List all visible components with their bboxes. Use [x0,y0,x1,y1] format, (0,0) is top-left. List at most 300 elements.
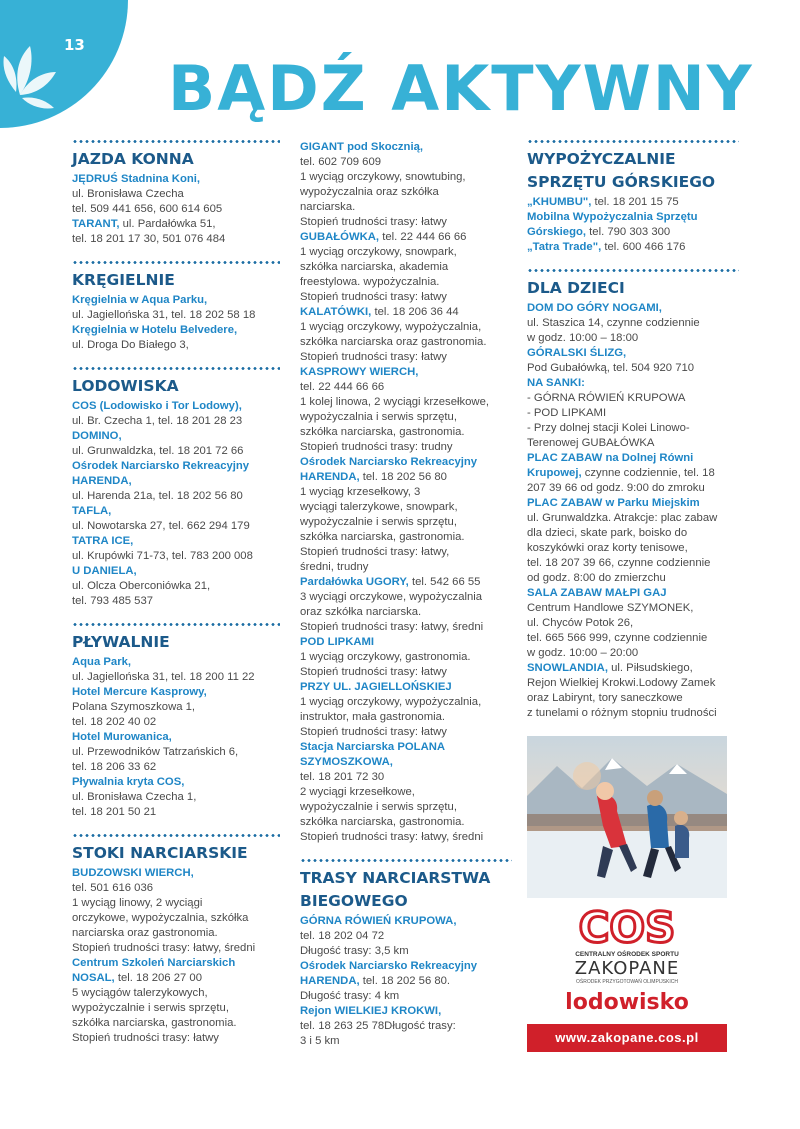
detail-text: tel. 501 616 036 [72,882,154,894]
website-link[interactable]: www.zakopane.cos.pl [527,1024,727,1052]
list-line [72,730,280,745]
detail-text: ul. Przewodników Tatrzańskich 6, [72,746,239,758]
list-line [72,187,280,202]
detail-text: oraz Labirynt, tory saneczkowe [527,692,683,704]
list-line [300,170,512,185]
detail-text: tel. 18 202 56 80. [359,975,451,987]
cos-logo-letters: COS [578,903,676,952]
detail-text: Stopień trudności trasy: łatwy, [300,546,450,558]
section [72,140,280,247]
list-line [72,1001,280,1016]
venue-name: Stacja Narciarska POLANA [300,741,446,753]
list-line [300,665,512,680]
detail-text: 3 wyciągi orczykowe, wypożyczalnia [300,591,483,603]
list-line [72,715,280,730]
column-1 [72,140,280,1060]
detail-text: ul. Staszica 14, czynne codziennie [527,317,700,329]
detail-text: Centrum Handlowe SZYMONEK, [527,602,694,614]
venue-name: GUBAŁÓWKA, [300,231,380,243]
page-number: 13 [64,36,85,54]
venue-name: U DANIELA, [72,565,137,577]
list-line [527,496,739,511]
list-line [72,399,280,414]
dotted-divider [72,834,280,837]
venue-name: NOSAL, [72,972,115,984]
list-line [300,530,512,545]
list-line [72,444,280,459]
list-line [527,240,739,255]
list-line [300,380,512,395]
list-line [72,504,280,519]
list-line [72,414,280,429]
venue-name: Górskiego, [527,226,587,238]
section-heading: STOKI NARCIARSKIE [72,844,248,862]
detail-text: ul. Olcza Oberconiówka 21, [72,580,211,592]
list-line [300,680,512,695]
dotted-divider [527,269,739,272]
list-line [72,534,280,549]
list-line [300,395,512,410]
venue-name: Aqua Park, [72,656,132,668]
section [300,140,512,845]
section-heading: JAZDA KONNA [72,150,194,168]
list-line [527,511,739,526]
list-line [527,601,739,616]
list-line [300,470,512,485]
list-line [72,911,280,926]
detail-text: tel. 18 201 15 75 [591,196,679,208]
detail-text: czynne codziennie, tel. 18 [581,467,715,479]
list-line [300,590,512,605]
detail-text: 1 wyciąg orczykowy, wypożyczalnia, [300,321,482,333]
detail-text: w godz. 10:00 – 20:00 [527,647,639,659]
detail-text: 1 wyciąg orczykowy, snowpark, [300,246,457,258]
list-line [300,710,512,725]
detail-text: - Przy dolnej stacji Kolei Linowo- [527,422,690,434]
detail-text: dla dzieci, skate park, boisko do [527,527,688,539]
detail-text: ul. Chyców Potok 26, [527,617,634,629]
section [72,834,280,1046]
detail-text: orczykowe, wypożyczalnia, szkółka [72,912,249,924]
list-line [300,260,512,275]
list-line [72,172,280,187]
venue-name: Mobilna Wypożyczalnia Sprzętu [527,211,698,223]
detail-text: instruktor, mała gastronomia. [300,711,446,723]
detail-text: 3 i 5 km [300,1035,340,1047]
detail-text: Stopień trudności trasy: łatwy [72,1032,219,1044]
detail-text: ul. Krupówki 71-73, tel. 783 200 008 [72,550,253,562]
list-line [300,755,512,770]
list-line [72,202,280,217]
list-line [300,410,512,425]
detail-text: Polana Szymoszkowa 1, [72,701,196,713]
detail-text: tel. 18 207 39 66, czynne codziennie [527,557,711,569]
venue-name: Krupowej, [527,467,582,479]
venue-name: Pływalnia kryta COS, [72,776,185,788]
detail-text: ul. Grunwaldzka, tel. 18 201 72 66 [72,445,244,457]
venue-name: SALA ZABAW MAŁPI GAJ [527,587,667,599]
list-line [72,926,280,941]
section-heading: WYPOŻYCZALNIE [527,150,676,168]
section [72,261,280,353]
list-line [72,323,280,338]
venue-name: HARENDA, [300,975,360,987]
list-line [300,974,512,989]
section [527,140,739,255]
dotted-divider [72,261,280,264]
list-line [300,245,512,260]
list-line [72,217,280,232]
detail-text: ul. Harenda 21a, tel. 18 202 56 80 [72,490,243,502]
detail-text: freestylowa. wypożyczalnia. [300,276,440,288]
list-line [300,1019,512,1034]
venue-name: DOM DO GÓRY NOGAMI, [527,302,662,314]
venue-name: COS (Lodowisko i Tor Lodowy), [72,400,242,412]
detail-text: tel. 18 202 56 80 [359,471,447,483]
list-line [72,866,280,881]
venue-name: GÓRALSKI ŚLIZG, [527,347,627,359]
detail-text: wypożyczalnia i serwis sprzętu, [300,411,457,423]
lodowisko-label: lodowisko [565,990,689,1015]
detail-text: od godz. 8:00 do zmierzchu [527,572,666,584]
list-line [527,421,739,436]
list-line [527,706,739,721]
list-line [300,515,512,530]
list-line [300,815,512,830]
section-heading: TRASY NARCIARSTWA [300,869,491,887]
venue-name: PLAC ZABAW w Parku Miejskim [527,497,700,509]
detail-text: - GÓRNA RÓWIEŃ KRUPOWA [527,392,686,404]
detail-text: Długość trasy: 3,5 km [300,945,409,957]
venue-name: GÓRNA RÓWIEŃ KRUPOWA, [300,915,457,927]
venue-name: TATRA ICE, [72,535,134,547]
column-3 [527,140,739,735]
detail-text: tel. 602 709 609 [300,156,382,168]
list-line [300,1034,512,1049]
list-line [300,200,512,215]
list-line [72,338,280,353]
list-line [72,564,280,579]
detail-text: Terenowej GUBAŁÓWKA [527,437,655,449]
list-line [300,725,512,740]
detail-text: Rejon Wielkiej Krokwi.Lodowy Zamek [527,677,716,689]
list-line [300,155,512,170]
list-line [72,790,280,805]
venue-name: Ośrodek Narciarsko Rekreacyjny [300,960,478,972]
detail-text: tel. 18 206 36 44 [371,306,459,318]
section [72,623,280,820]
list-line [300,785,512,800]
venue-name: BUDZOWSKI WIERCH, [72,867,194,879]
venue-name: TARANT, [72,218,120,230]
list-line [527,346,739,361]
section-heading: SPRZĘTU GÓRSKIEGO [527,173,716,191]
detail-text: tel. 665 566 999, czynne codziennie [527,632,708,644]
list-line [72,670,280,685]
list-line [300,545,512,560]
detail-text: oraz szkółka narciarska. [300,606,422,618]
dotted-divider [527,140,739,143]
list-line [300,575,512,590]
list-line [72,1016,280,1031]
detail-text: szkółka narciarska, gastronomia. [300,426,465,438]
list-line [72,956,280,971]
dotted-divider [72,367,280,370]
list-line [72,745,280,760]
list-line [300,740,512,755]
venue-name: GIGANT pod Skocznią, [300,141,424,153]
detail-text: z tunelami o różnym stopniu trudności [527,707,717,719]
detail-text: 1 wyciąg krzesełkowy, 3 [300,486,421,498]
venue-name: TAFLA, [72,505,112,517]
detail-text: tel. 600 466 176 [601,241,686,253]
detail-text: ul. Piłsudskiego, [607,662,693,674]
list-line [300,290,512,305]
list-line [300,275,512,290]
list-line [527,361,739,376]
list-line [527,466,739,481]
list-line [300,929,512,944]
list-line [72,1031,280,1046]
venue-name: KALATÓWKI, [300,306,372,318]
list-line [300,230,512,245]
venue-name: Kręgielnia w Hotelu Belvedere, [72,324,238,336]
detail-text: średni, trudny [300,561,369,573]
detail-text: narciarska. [300,201,356,213]
detail-text: 2 wyciągi krzesełkowe, [300,786,415,798]
list-line [527,301,739,316]
detail-text: w godz. 10:00 – 18:00 [527,332,639,344]
detail-text: ul. Jagiellońska 31, tel. 18 200 11 22 [72,671,255,683]
list-line [72,489,280,504]
list-line [300,425,512,440]
detail-text: wypożyczalnia oraz szkółka [300,186,439,198]
detail-text: 5 wyciągów talerzykowych, [72,987,208,999]
dotted-divider [72,623,280,626]
list-line [72,760,280,775]
venue-name: PRZY UL. JAGIELLOŃSKIEJ [300,681,452,693]
detail-text: tel. 542 66 55 [408,576,481,588]
list-line [72,594,280,609]
list-line [72,549,280,564]
list-line [527,661,739,676]
list-line [300,455,512,470]
venue-name: Rejon WIELKIEJ KROKWI, [300,1005,442,1017]
detail-text: Stopień trudności trasy: łatwy, średni [300,621,484,633]
list-line [300,914,512,929]
list-line [72,474,280,489]
venue-name: Ośrodek Narciarsko Rekreacyjny [300,456,478,468]
detail-text: Pod Gubałówką, tel. 504 920 710 [527,362,695,374]
list-line [300,485,512,500]
list-line [300,350,512,365]
detail-text: tel. 18 201 50 21 [72,806,157,818]
detail-text: 1 wyciąg orczykowy, wypożyczalnia, [300,696,482,708]
list-line [300,215,512,230]
detail-text: tel. 18 263 25 78Długość trasy: [300,1020,456,1032]
venue-name: Ośrodek Narciarsko Rekreacyjny [72,460,250,472]
list-line [72,941,280,956]
detail-text: tel. 790 303 300 [586,226,671,238]
venue-name: „KHUMBU", [527,196,592,208]
list-line [72,685,280,700]
list-line [527,391,739,406]
detail-text: tel. 18 206 33 62 [72,761,157,773]
list-line [300,770,512,785]
detail-text: ul. Jagiellońska 31, tel. 18 202 58 18 [72,309,256,321]
section-heading: LODOWISKA [72,377,179,395]
list-line [527,376,739,391]
detail-text: Stopień trudności trasy: łatwy [300,666,447,678]
list-line [72,232,280,247]
section-heading: BIEGOWEGO [300,892,408,910]
list-line [300,620,512,635]
section-heading: KRĘGIELNIE [72,271,175,289]
venue-name: POD LIPKAMI [300,636,375,648]
cos-logo-line3: OŚRODEK PRZYGOTOWAŃ OLIMPIJSKICH [576,979,678,985]
list-line [300,830,512,845]
list-line [527,436,739,451]
list-line [527,316,739,331]
detail-text: ul. Bronisława Czecha 1, [72,791,197,803]
list-line [527,331,739,346]
venue-name: JĘDRUŚ Stadnina Koni, [72,173,201,185]
list-line [300,500,512,515]
list-line [72,700,280,715]
list-line [300,1004,512,1019]
detail-text: - POD LIPKAMI [527,407,607,419]
dotted-divider [300,859,512,862]
venue-name: NA SANKI: [527,377,585,389]
corner-leaf-decoration [0,0,128,128]
venue-name: Kręgielnia w Aqua Parku, [72,294,208,306]
list-line [300,800,512,815]
venue-name: Hotel Murowanica, [72,731,172,743]
cos-logo-line2: ZAKOPANE [574,958,680,979]
list-line [300,560,512,575]
venue-name: DOMINO, [72,430,122,442]
detail-text: tel. 18 201 72 30 [300,771,385,783]
list-line [527,541,739,556]
column-2 [300,140,512,1063]
list-line [527,691,739,706]
list-line [527,210,739,225]
list-line [72,896,280,911]
detail-text: wypożyczalnie i serwis sprzętu, [72,1002,229,1014]
list-line [72,429,280,444]
detail-text: koszykówki oraz korty tenisowe, [527,542,688,554]
list-line [300,320,512,335]
detail-text: ul. Br. Czecha 1, tel. 18 201 28 23 [72,415,243,427]
detail-text: Stopień trudności trasy: łatwy, średni [300,831,484,843]
list-line [527,225,739,240]
detail-text: 207 39 66 od godz. 9:00 do zmroku [527,482,705,494]
list-line [300,989,512,1004]
detail-text: tel. 22 444 66 66 [300,381,385,393]
detail-text: ul. Pardałówka 51, [119,218,216,230]
detail-text: wyciągi talerzykowe, snowpark, [300,501,458,513]
list-line [527,571,739,586]
detail-text: 1 wyciąg orczykowy, snowtubing, [300,171,466,183]
list-line [527,556,739,571]
venue-name: HARENDA, [300,471,360,483]
venue-name: HARENDA, [72,475,132,487]
list-line [527,631,739,646]
detail-text: tel. 18 201 17 30, 501 076 484 [72,233,226,245]
detail-text: tel. 22 444 66 66 [379,231,467,243]
detail-text: Stopień trudności trasy: łatwy [300,216,447,228]
detail-text: szkółka narciarska, gastronomia. [300,531,465,543]
detail-text: Stopień trudności trasy: łatwy, średni [72,942,256,954]
list-line [300,140,512,155]
list-line [527,646,739,661]
section [300,859,512,1049]
dotted-divider [72,140,280,143]
cos-logo-line1: CENTRALNY OŚRODEK SPORTU [575,951,679,958]
list-line [527,406,739,421]
detail-text: 1 kolej linowa, 2 wyciągi krzesełkowe, [300,396,489,408]
detail-text: Długość trasy: 4 km [300,990,400,1002]
detail-text: Stopień trudności trasy: łatwy [300,351,447,363]
detail-text: wypożyczalnie i serwis sprzętu, [300,801,457,813]
list-line [300,440,512,455]
detail-text: 1 wyciąg orczykowy, gastronomia. [300,651,471,663]
list-line [300,695,512,710]
detail-text: szkółka narciarska, gastronomia. [300,816,465,828]
detail-text: tel. 18 206 27 00 [114,972,202,984]
detail-text: tel. 509 441 656, 600 614 605 [72,203,223,215]
detail-text: ul. Nowotarska 27, tel. 662 294 179 [72,520,250,532]
detail-text: szkółka narciarska, akademia [300,261,449,273]
section-heading: PŁYWALNIE [72,633,170,651]
list-line [300,185,512,200]
list-line [300,635,512,650]
page-title: BĄDŹ AKTYWNY [168,52,754,125]
detail-text: 1 wyciąg linowy, 2 wyciągi [72,897,203,909]
detail-text: Stopień trudności trasy: łatwy [300,726,447,738]
list-line [527,616,739,631]
list-line [300,335,512,350]
list-line [72,308,280,323]
list-line [72,655,280,670]
section-heading: DLA DZIECI [527,279,625,297]
list-line [72,459,280,474]
list-line [300,959,512,974]
venue-name: PLAC ZABAW na Dolnej Równi [527,452,694,464]
list-line [527,526,739,541]
list-line [72,519,280,534]
list-line [527,481,739,496]
list-line [72,805,280,820]
list-line [72,775,280,790]
detail-text: tel. 793 485 537 [72,595,154,607]
list-line [527,195,739,210]
detail-text: ul. Bronisława Czecha [72,188,184,200]
list-line [527,586,739,601]
venue-name: Centrum Szkoleń Narciarskich [72,957,236,969]
list-line [527,451,739,466]
venue-name: Pardałówka UGORY, [300,576,409,588]
list-line [72,971,280,986]
list-line [72,579,280,594]
venue-name: SNOWLANDIA, [527,662,608,674]
list-line [300,944,512,959]
detail-text: Stopień trudności trasy: trudny [300,441,453,453]
venue-name: SZYMOSZKOWA, [300,756,393,768]
venue-name: Hotel Mercure Kasprowy, [72,686,207,698]
venue-name: KASPROWY WIERCH, [300,366,419,378]
list-line [300,305,512,320]
